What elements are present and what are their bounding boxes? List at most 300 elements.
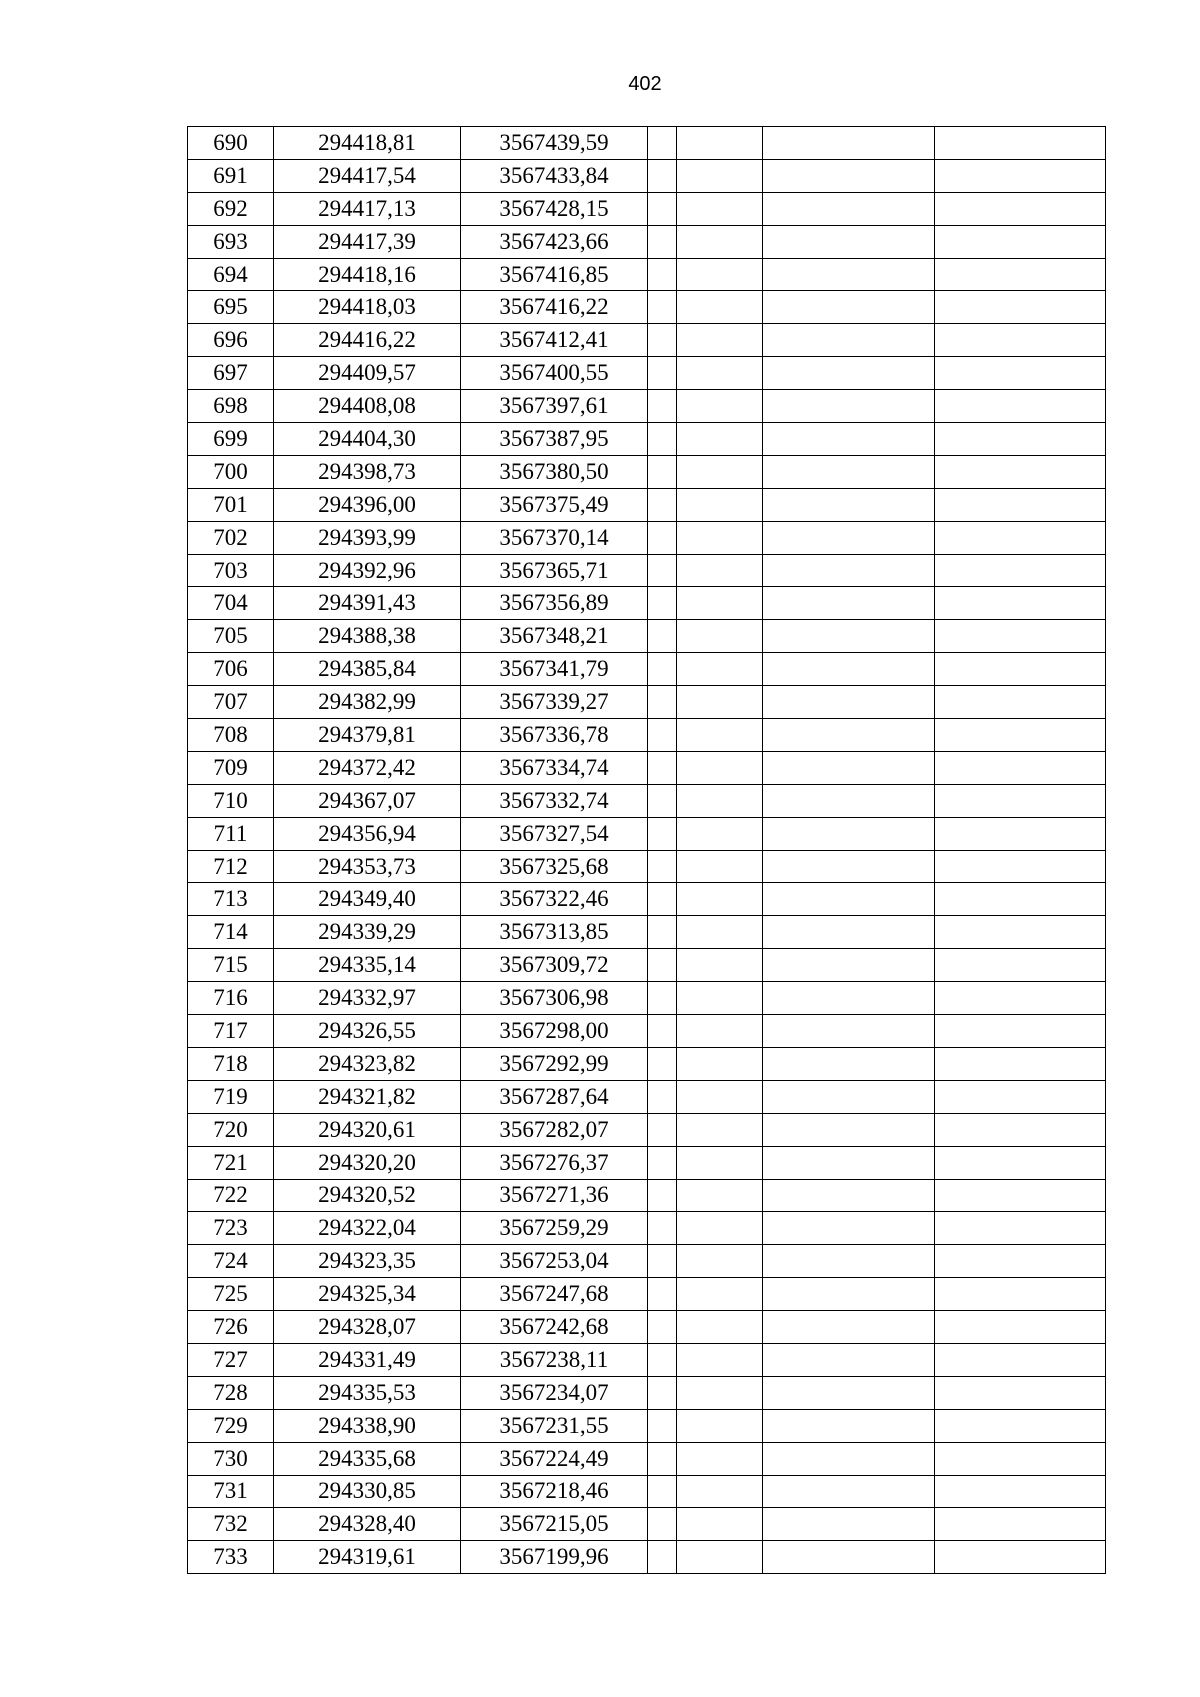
x-coordinate-cell: 294320,20 xyxy=(274,1146,461,1179)
y-coordinate-cell: 3567341,79 xyxy=(461,653,648,686)
x-coordinate-cell: 294320,52 xyxy=(274,1179,461,1212)
empty-cell xyxy=(935,620,1106,653)
empty-cell xyxy=(648,587,677,620)
empty-cell xyxy=(648,1508,677,1541)
empty-cell xyxy=(677,1475,763,1508)
point-number-cell: 692 xyxy=(188,192,274,225)
empty-cell xyxy=(763,357,935,390)
y-coordinate-cell: 3567370,14 xyxy=(461,521,648,554)
point-number-cell: 731 xyxy=(188,1475,274,1508)
table-row xyxy=(188,620,1106,653)
point-number-cell: 690 xyxy=(188,127,274,160)
empty-cell xyxy=(935,784,1106,817)
empty-cell xyxy=(935,916,1106,949)
empty-cell xyxy=(677,258,763,291)
x-coordinate-cell: 294418,03 xyxy=(274,291,461,324)
point-number-cell: 713 xyxy=(188,883,274,916)
empty-cell xyxy=(935,1541,1106,1574)
empty-cell xyxy=(648,1376,677,1409)
empty-cell xyxy=(648,949,677,982)
empty-cell xyxy=(648,1212,677,1245)
table-row xyxy=(188,817,1106,850)
empty-cell xyxy=(763,949,935,982)
empty-cell xyxy=(677,1179,763,1212)
point-number-cell: 704 xyxy=(188,587,274,620)
empty-cell xyxy=(763,1047,935,1080)
x-coordinate-cell: 294417,54 xyxy=(274,159,461,192)
y-coordinate-cell: 3567259,29 xyxy=(461,1212,648,1245)
x-coordinate-cell: 294388,38 xyxy=(274,620,461,653)
y-coordinate-cell: 3567215,05 xyxy=(461,1508,648,1541)
empty-cell xyxy=(763,159,935,192)
x-coordinate-cell: 294328,40 xyxy=(274,1508,461,1541)
empty-cell xyxy=(648,1311,677,1344)
x-coordinate-cell: 294391,43 xyxy=(274,587,461,620)
empty-cell xyxy=(935,455,1106,488)
y-coordinate-cell: 3567242,68 xyxy=(461,1311,648,1344)
empty-cell xyxy=(763,390,935,423)
empty-cell xyxy=(763,620,935,653)
empty-cell xyxy=(935,949,1106,982)
x-coordinate-cell: 294335,68 xyxy=(274,1442,461,1475)
x-coordinate-cell: 294417,13 xyxy=(274,192,461,225)
empty-cell xyxy=(648,192,677,225)
point-number-cell: 733 xyxy=(188,1541,274,1574)
empty-cell xyxy=(648,455,677,488)
empty-cell xyxy=(763,1146,935,1179)
empty-cell xyxy=(648,324,677,357)
x-coordinate-cell: 294335,14 xyxy=(274,949,461,982)
point-number-cell: 699 xyxy=(188,423,274,456)
empty-cell xyxy=(677,1311,763,1344)
point-number-cell: 700 xyxy=(188,455,274,488)
y-coordinate-cell: 3567339,27 xyxy=(461,686,648,719)
empty-cell xyxy=(677,1508,763,1541)
empty-cell xyxy=(648,784,677,817)
y-coordinate-cell: 3567423,66 xyxy=(461,225,648,258)
empty-cell xyxy=(763,686,935,719)
point-number-cell: 698 xyxy=(188,390,274,423)
empty-cell xyxy=(935,1409,1106,1442)
table-row xyxy=(188,850,1106,883)
empty-cell xyxy=(648,291,677,324)
empty-cell xyxy=(935,1245,1106,1278)
x-coordinate-cell: 294416,22 xyxy=(274,324,461,357)
y-coordinate-cell: 3567433,84 xyxy=(461,159,648,192)
empty-cell xyxy=(677,357,763,390)
point-number-cell: 711 xyxy=(188,817,274,850)
point-number-cell: 709 xyxy=(188,751,274,784)
empty-cell xyxy=(763,1179,935,1212)
empty-cell xyxy=(763,653,935,686)
y-coordinate-cell: 3567332,74 xyxy=(461,784,648,817)
x-coordinate-cell: 294393,99 xyxy=(274,521,461,554)
empty-cell xyxy=(677,620,763,653)
empty-cell xyxy=(935,883,1106,916)
x-coordinate-cell: 294404,30 xyxy=(274,423,461,456)
point-number-cell: 726 xyxy=(188,1311,274,1344)
empty-cell xyxy=(935,225,1106,258)
empty-cell xyxy=(648,1475,677,1508)
empty-cell xyxy=(935,719,1106,752)
x-coordinate-cell: 294409,57 xyxy=(274,357,461,390)
empty-cell xyxy=(763,1442,935,1475)
empty-cell xyxy=(677,390,763,423)
table-row xyxy=(188,390,1106,423)
x-coordinate-cell: 294367,07 xyxy=(274,784,461,817)
table-row xyxy=(188,1080,1106,1113)
table-row xyxy=(188,324,1106,357)
empty-cell xyxy=(935,817,1106,850)
empty-cell xyxy=(648,1541,677,1574)
empty-cell xyxy=(648,916,677,949)
empty-cell xyxy=(935,159,1106,192)
x-coordinate-cell: 294325,34 xyxy=(274,1278,461,1311)
empty-cell xyxy=(677,1278,763,1311)
x-coordinate-cell: 294349,40 xyxy=(274,883,461,916)
empty-cell xyxy=(648,817,677,850)
empty-cell xyxy=(677,850,763,883)
x-coordinate-cell: 294418,16 xyxy=(274,258,461,291)
point-number-cell: 696 xyxy=(188,324,274,357)
point-number-cell: 691 xyxy=(188,159,274,192)
point-number-cell: 697 xyxy=(188,357,274,390)
empty-cell xyxy=(648,982,677,1015)
empty-cell xyxy=(763,258,935,291)
x-coordinate-cell: 294396,00 xyxy=(274,488,461,521)
y-coordinate-cell: 3567234,07 xyxy=(461,1376,648,1409)
y-coordinate-cell: 3567224,49 xyxy=(461,1442,648,1475)
x-coordinate-cell: 294323,82 xyxy=(274,1047,461,1080)
table-row xyxy=(188,1212,1106,1245)
point-number-cell: 730 xyxy=(188,1442,274,1475)
empty-cell xyxy=(935,1475,1106,1508)
empty-cell xyxy=(677,554,763,587)
x-coordinate-cell: 294323,35 xyxy=(274,1245,461,1278)
empty-cell xyxy=(648,521,677,554)
table-row xyxy=(188,1508,1106,1541)
empty-cell xyxy=(677,423,763,456)
empty-cell xyxy=(648,620,677,653)
point-number-cell: 716 xyxy=(188,982,274,1015)
empty-cell xyxy=(648,883,677,916)
empty-cell xyxy=(677,1015,763,1048)
x-coordinate-cell: 294372,42 xyxy=(274,751,461,784)
x-coordinate-cell: 294385,84 xyxy=(274,653,461,686)
empty-cell xyxy=(935,1508,1106,1541)
x-coordinate-cell: 294320,61 xyxy=(274,1113,461,1146)
table-row xyxy=(188,751,1106,784)
y-coordinate-cell: 3567287,64 xyxy=(461,1080,648,1113)
empty-cell xyxy=(677,1245,763,1278)
empty-cell xyxy=(648,1245,677,1278)
x-coordinate-cell: 294322,04 xyxy=(274,1212,461,1245)
empty-cell xyxy=(677,949,763,982)
empty-cell xyxy=(763,291,935,324)
empty-cell xyxy=(763,850,935,883)
y-coordinate-cell: 3567231,55 xyxy=(461,1409,648,1442)
empty-cell xyxy=(935,521,1106,554)
empty-cell xyxy=(935,982,1106,1015)
point-number-cell: 723 xyxy=(188,1212,274,1245)
table-row xyxy=(188,1376,1106,1409)
empty-cell xyxy=(763,817,935,850)
x-coordinate-cell: 294418,81 xyxy=(274,127,461,160)
empty-cell xyxy=(935,1311,1106,1344)
x-coordinate-cell: 294398,73 xyxy=(274,455,461,488)
y-coordinate-cell: 3567298,00 xyxy=(461,1015,648,1048)
empty-cell xyxy=(763,1245,935,1278)
table-row xyxy=(188,1409,1106,1442)
empty-cell xyxy=(935,357,1106,390)
point-number-cell: 729 xyxy=(188,1409,274,1442)
empty-cell xyxy=(935,1080,1106,1113)
empty-cell xyxy=(763,192,935,225)
empty-cell xyxy=(677,127,763,160)
empty-cell xyxy=(677,192,763,225)
empty-cell xyxy=(648,159,677,192)
empty-cell xyxy=(935,1113,1106,1146)
x-coordinate-cell: 294321,82 xyxy=(274,1080,461,1113)
empty-cell xyxy=(677,751,763,784)
empty-cell xyxy=(935,324,1106,357)
empty-cell xyxy=(935,1179,1106,1212)
table-row xyxy=(188,883,1106,916)
empty-cell xyxy=(677,455,763,488)
point-number-cell: 708 xyxy=(188,719,274,752)
empty-cell xyxy=(677,653,763,686)
y-coordinate-cell: 3567397,61 xyxy=(461,390,648,423)
point-number-cell: 728 xyxy=(188,1376,274,1409)
empty-cell xyxy=(677,1047,763,1080)
y-coordinate-cell: 3567309,72 xyxy=(461,949,648,982)
empty-cell xyxy=(648,653,677,686)
empty-cell xyxy=(935,587,1106,620)
table-row xyxy=(188,1113,1106,1146)
empty-cell xyxy=(648,850,677,883)
table-row xyxy=(188,982,1106,1015)
empty-cell xyxy=(935,127,1106,160)
empty-cell xyxy=(677,587,763,620)
empty-cell xyxy=(648,1015,677,1048)
empty-cell xyxy=(935,1047,1106,1080)
empty-cell xyxy=(763,1311,935,1344)
table-row xyxy=(188,258,1106,291)
empty-cell xyxy=(648,554,677,587)
empty-cell xyxy=(763,719,935,752)
empty-cell xyxy=(648,1343,677,1376)
y-coordinate-cell: 3567218,46 xyxy=(461,1475,648,1508)
table-row xyxy=(188,159,1106,192)
point-number-cell: 722 xyxy=(188,1179,274,1212)
empty-cell xyxy=(677,225,763,258)
empty-cell xyxy=(763,521,935,554)
point-number-cell: 707 xyxy=(188,686,274,719)
empty-cell xyxy=(677,1409,763,1442)
empty-cell xyxy=(677,719,763,752)
empty-cell xyxy=(763,423,935,456)
point-number-cell: 717 xyxy=(188,1015,274,1048)
table-row xyxy=(188,1015,1106,1048)
table-row xyxy=(188,1541,1106,1574)
y-coordinate-cell: 3567271,36 xyxy=(461,1179,648,1212)
coordinates-table xyxy=(187,126,1106,1574)
table-row xyxy=(188,1343,1106,1376)
table-row xyxy=(188,1278,1106,1311)
empty-cell xyxy=(935,751,1106,784)
empty-cell xyxy=(935,192,1106,225)
empty-cell xyxy=(648,751,677,784)
empty-cell xyxy=(935,1343,1106,1376)
empty-cell xyxy=(648,127,677,160)
table-row xyxy=(188,949,1106,982)
y-coordinate-cell: 3567400,55 xyxy=(461,357,648,390)
empty-cell xyxy=(648,225,677,258)
empty-cell xyxy=(677,1080,763,1113)
point-number-cell: 715 xyxy=(188,949,274,982)
empty-cell xyxy=(763,1113,935,1146)
empty-cell xyxy=(763,1080,935,1113)
empty-cell xyxy=(763,1376,935,1409)
empty-cell xyxy=(935,1376,1106,1409)
empty-cell xyxy=(677,1376,763,1409)
point-number-cell: 701 xyxy=(188,488,274,521)
empty-cell xyxy=(677,521,763,554)
point-number-cell: 732 xyxy=(188,1508,274,1541)
empty-cell xyxy=(935,1146,1106,1179)
table-row xyxy=(188,192,1106,225)
table-row xyxy=(188,455,1106,488)
empty-cell xyxy=(935,1015,1106,1048)
point-number-cell: 727 xyxy=(188,1343,274,1376)
empty-cell xyxy=(648,357,677,390)
empty-cell xyxy=(935,1278,1106,1311)
empty-cell xyxy=(648,1278,677,1311)
x-coordinate-cell: 294417,39 xyxy=(274,225,461,258)
empty-cell xyxy=(648,1113,677,1146)
x-coordinate-cell: 294392,96 xyxy=(274,554,461,587)
y-coordinate-cell: 3567238,11 xyxy=(461,1343,648,1376)
point-number-cell: 705 xyxy=(188,620,274,653)
empty-cell xyxy=(648,1409,677,1442)
empty-cell xyxy=(935,653,1106,686)
table-row xyxy=(188,225,1106,258)
x-coordinate-cell: 294338,90 xyxy=(274,1409,461,1442)
empty-cell xyxy=(648,488,677,521)
x-coordinate-cell: 294330,85 xyxy=(274,1475,461,1508)
table-row xyxy=(188,1146,1106,1179)
empty-cell xyxy=(648,1080,677,1113)
x-coordinate-cell: 294339,29 xyxy=(274,916,461,949)
empty-cell xyxy=(935,390,1106,423)
empty-cell xyxy=(648,1179,677,1212)
y-coordinate-cell: 3567327,54 xyxy=(461,817,648,850)
empty-cell xyxy=(935,554,1106,587)
y-coordinate-cell: 3567292,99 xyxy=(461,1047,648,1080)
empty-cell xyxy=(763,455,935,488)
point-number-cell: 703 xyxy=(188,554,274,587)
point-number-cell: 702 xyxy=(188,521,274,554)
empty-cell xyxy=(935,686,1106,719)
x-coordinate-cell: 294408,08 xyxy=(274,390,461,423)
y-coordinate-cell: 3567322,46 xyxy=(461,883,648,916)
table-row xyxy=(188,1475,1106,1508)
x-coordinate-cell: 294319,61 xyxy=(274,1541,461,1574)
empty-cell xyxy=(677,1146,763,1179)
empty-cell xyxy=(648,1146,677,1179)
y-coordinate-cell: 3567253,04 xyxy=(461,1245,648,1278)
x-coordinate-cell: 294332,97 xyxy=(274,982,461,1015)
page-number: 402 xyxy=(628,73,662,95)
empty-cell xyxy=(677,324,763,357)
empty-cell xyxy=(648,1442,677,1475)
empty-cell xyxy=(763,1541,935,1574)
point-number-cell: 721 xyxy=(188,1146,274,1179)
y-coordinate-cell: 3567336,78 xyxy=(461,719,648,752)
empty-cell xyxy=(677,1442,763,1475)
table-row xyxy=(188,291,1106,324)
empty-cell xyxy=(763,1508,935,1541)
empty-cell xyxy=(648,258,677,291)
empty-cell xyxy=(763,488,935,521)
empty-cell xyxy=(648,719,677,752)
empty-cell xyxy=(763,784,935,817)
y-coordinate-cell: 3567439,59 xyxy=(461,127,648,160)
point-number-cell: 712 xyxy=(188,850,274,883)
y-coordinate-cell: 3567412,41 xyxy=(461,324,648,357)
table-row xyxy=(188,423,1106,456)
empty-cell xyxy=(763,1212,935,1245)
table-row xyxy=(188,587,1106,620)
empty-cell xyxy=(648,423,677,456)
table-row xyxy=(188,1179,1106,1212)
table-row xyxy=(188,686,1106,719)
empty-cell xyxy=(677,1343,763,1376)
empty-cell xyxy=(677,291,763,324)
point-number-cell: 693 xyxy=(188,225,274,258)
x-coordinate-cell: 294331,49 xyxy=(274,1343,461,1376)
table-row xyxy=(188,488,1106,521)
empty-cell xyxy=(763,883,935,916)
empty-cell xyxy=(935,1442,1106,1475)
empty-cell xyxy=(677,982,763,1015)
y-coordinate-cell: 3567416,85 xyxy=(461,258,648,291)
empty-cell xyxy=(677,883,763,916)
table-row xyxy=(188,719,1106,752)
table-row xyxy=(188,357,1106,390)
empty-cell xyxy=(763,587,935,620)
point-number-cell: 724 xyxy=(188,1245,274,1278)
empty-cell xyxy=(677,488,763,521)
empty-cell xyxy=(763,127,935,160)
y-coordinate-cell: 3567306,98 xyxy=(461,982,648,1015)
table-row xyxy=(188,1311,1106,1344)
empty-cell xyxy=(935,850,1106,883)
point-number-cell: 719 xyxy=(188,1080,274,1113)
empty-cell xyxy=(677,1113,763,1146)
y-coordinate-cell: 3567375,49 xyxy=(461,488,648,521)
empty-cell xyxy=(763,982,935,1015)
point-number-cell: 718 xyxy=(188,1047,274,1080)
y-coordinate-cell: 3567282,07 xyxy=(461,1113,648,1146)
y-coordinate-cell: 3567334,74 xyxy=(461,751,648,784)
y-coordinate-cell: 3567199,96 xyxy=(461,1541,648,1574)
table-row xyxy=(188,916,1106,949)
y-coordinate-cell: 3567380,50 xyxy=(461,455,648,488)
x-coordinate-cell: 294328,07 xyxy=(274,1311,461,1344)
table-row xyxy=(188,554,1106,587)
table-row xyxy=(188,653,1106,686)
